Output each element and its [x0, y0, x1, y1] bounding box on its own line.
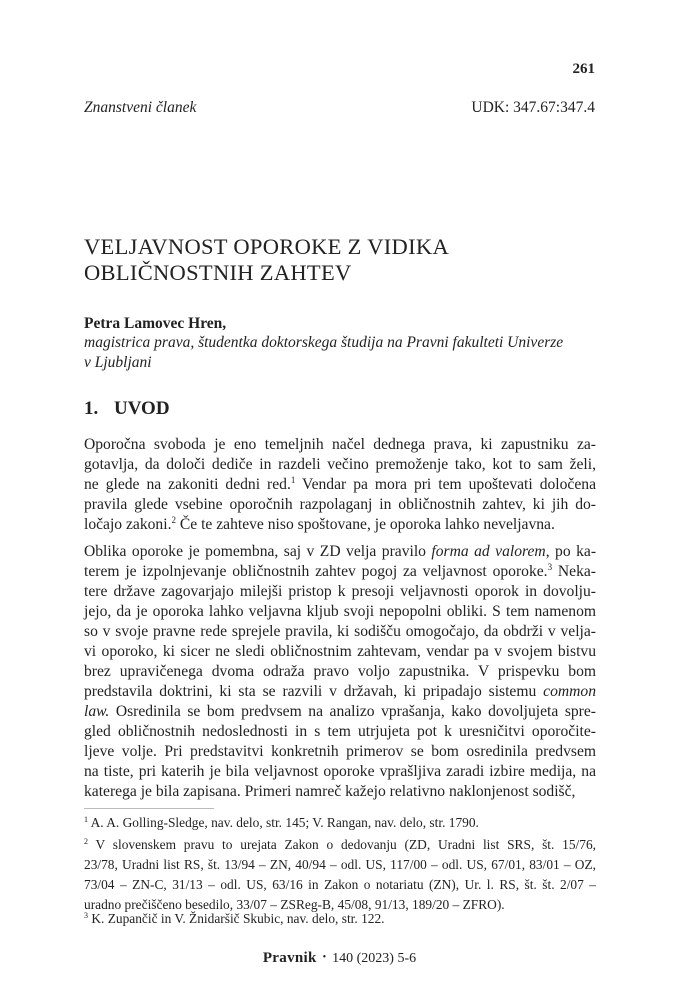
text-line [84, 562, 596, 582]
article-title [84, 234, 449, 286]
text-span: katerega je bila zapisana. Primeri namreč kažejo relativno naklonjenost sodišč, [84, 783, 576, 800]
text-span: vi oporoko, ki sicer ne sledi obličnostnim zahtevam, vendar pa v svojem bistvu [84, 643, 596, 660]
text-span: ne glede na zakoniti dedni red. [84, 476, 291, 493]
text-line [84, 835, 596, 855]
text-line [84, 602, 596, 622]
section-number: 1. [84, 398, 99, 419]
text-span: Neka- [552, 563, 596, 580]
footnote-ref: 1 [84, 815, 88, 824]
text-span: , po ka- [545, 543, 597, 560]
footnote [84, 835, 596, 915]
text-span: jejo, da je oporoka lahko veljavna kljub svoji nepopolni obliki. S tem namenom [84, 603, 596, 620]
footer-separator: • [322, 952, 327, 963]
page-footer [0, 950, 679, 967]
text-line [84, 622, 596, 642]
text-line [84, 909, 596, 929]
text-span: pravila glede vsebine oporočnih razpolaganj in obličnostnih zahtev, ki jih do- [84, 496, 596, 513]
text-line [84, 495, 596, 515]
page-number: 261 [572, 61, 595, 77]
text-line [84, 722, 596, 742]
section-title: UVOD [114, 398, 170, 419]
text-line [84, 662, 596, 682]
footnote-ref: 3 [84, 911, 88, 920]
section-heading [84, 398, 170, 420]
text-line [84, 475, 596, 495]
text-span: predstavila doktrini, ki sta se razvili v državah, ki pripadajo sistemu [84, 683, 544, 700]
journal-issue: 140 (2023) 5-6 [332, 951, 417, 966]
text-line [84, 875, 596, 895]
text-span: A. A. Golling-Sledge, nav. delo, str. 145; V. Rangan, nav. delo, str. 1790. [88, 815, 479, 830]
paragraph [84, 542, 596, 802]
text-span: gotavlja, da določi dediče in razdeli večino premoženje tako, kot to sam želi, [84, 456, 596, 473]
text-span: Če te zahteve niso spoštovane, je oporoka lahko neveljavna. [175, 516, 555, 533]
text-line [84, 582, 596, 602]
text-line [84, 682, 596, 702]
text-span: Vendar pa mora pri tem upoštevati določena [295, 476, 596, 493]
footnote-ref: 2 [84, 837, 88, 846]
text-span: K. Zupančič in V. Žnidaršič Skubic, nav. delo, str. 122. [88, 911, 385, 926]
journal-name: Pravnik [262, 950, 317, 966]
text-span: ljeve volje. Pri predstavitvi konkretnih primerov se bom osredinila predvsem [84, 743, 596, 760]
text-span: na tiste, pri katerih je bila veljavnost oporoke vprašljiva zaradi izbire medija, na [84, 763, 596, 780]
text-line [84, 455, 596, 475]
text-span: tere države zagovarjajo milejši pristop k presoji veljavnosti oporok in dovolju- [84, 583, 596, 600]
footnote-ref: 3 [547, 562, 553, 572]
text-line [84, 515, 596, 535]
text-span: Oblika oporoke je pomembna, saj v ZD velja pravilo [84, 543, 432, 560]
text-span: 73/04 – ZN-C, 31/13 – odl. US, 63/16 in Zakon o notariatu (ZN), Ur. l. RS, št. št. 2/07 – [84, 877, 596, 892]
footnote-divider [84, 808, 214, 809]
footnote-ref: 1 [290, 475, 296, 485]
footnote-ref: 2 [171, 515, 176, 525]
affiliation-line: v Ljubljani [84, 354, 152, 371]
italic-text: forma ad valorem [431, 543, 546, 560]
article-type: Znanstveni članek [84, 99, 197, 116]
text-line [84, 642, 596, 662]
affiliation-line: magistrica prava, študentka doktorskega študija na Pravni fakulteti Univerze [84, 334, 564, 351]
text-line [84, 542, 596, 562]
text-span: uradno prečiščeno besedilo, 33/07 – ZSReg-B, 45/08, 91/13, 189/20 – ZFRO). [84, 897, 505, 912]
italic-text: common [543, 683, 596, 700]
author-affiliation [84, 333, 604, 373]
text-span: gled obličnostnih nedoslednosti in s tem utrjujeta pot k uresničitvi oporočite- [84, 723, 596, 740]
author-name: Petra Lamovec Hren, [84, 315, 227, 332]
text-span: Osredinila se bom predvsem na analizo vprašanja, kako dovoljujeta spre- [109, 703, 596, 720]
text-span: ločajo zakoni. [84, 516, 172, 533]
italic-text: law. [84, 703, 110, 720]
footnote [84, 813, 596, 833]
text-line [84, 813, 596, 833]
text-span: so v svoje pravne rede sprejele pravila, ki sodišču omogočajo, da obdrži v velja- [84, 623, 596, 640]
text-span: 23/78, Uradni list RS, št. 13/94 – ZN, 40/94 – odl. US, 117/00 – odl. US, 67/01, 83/01 – OZ, [84, 857, 596, 872]
footnote [84, 909, 596, 929]
text-line [84, 435, 596, 455]
text-span: V slovenskem pravu to urejata Zakon o dedovanju (ZD, Uradni list SRS, št. 15/76, [88, 837, 596, 852]
title-line: VELJAVNOST OPOROKE Z VIDIKA [84, 234, 449, 259]
text-line [84, 782, 596, 802]
text-span: brez upravičenega dvoma odraža pravo voljo zapustnika. V prispevku bom [84, 663, 596, 680]
text-span: terem je izpolnjevanje obličnostnih zahtev pogoj za veljavnost oporoke. [84, 563, 548, 580]
text-line [84, 762, 596, 782]
text-line [84, 742, 596, 762]
text-line [84, 855, 596, 875]
text-line [84, 702, 596, 722]
title-line: OBLIČNOSTNIH ZAHTEV [84, 260, 352, 285]
udk-code: UDK: 347.67:347.4 [471, 99, 595, 116]
paragraph [84, 435, 596, 535]
text-span: Oporočna svoboda je eno temeljnih načel dednega prava, ki zapustniku za- [84, 436, 596, 453]
